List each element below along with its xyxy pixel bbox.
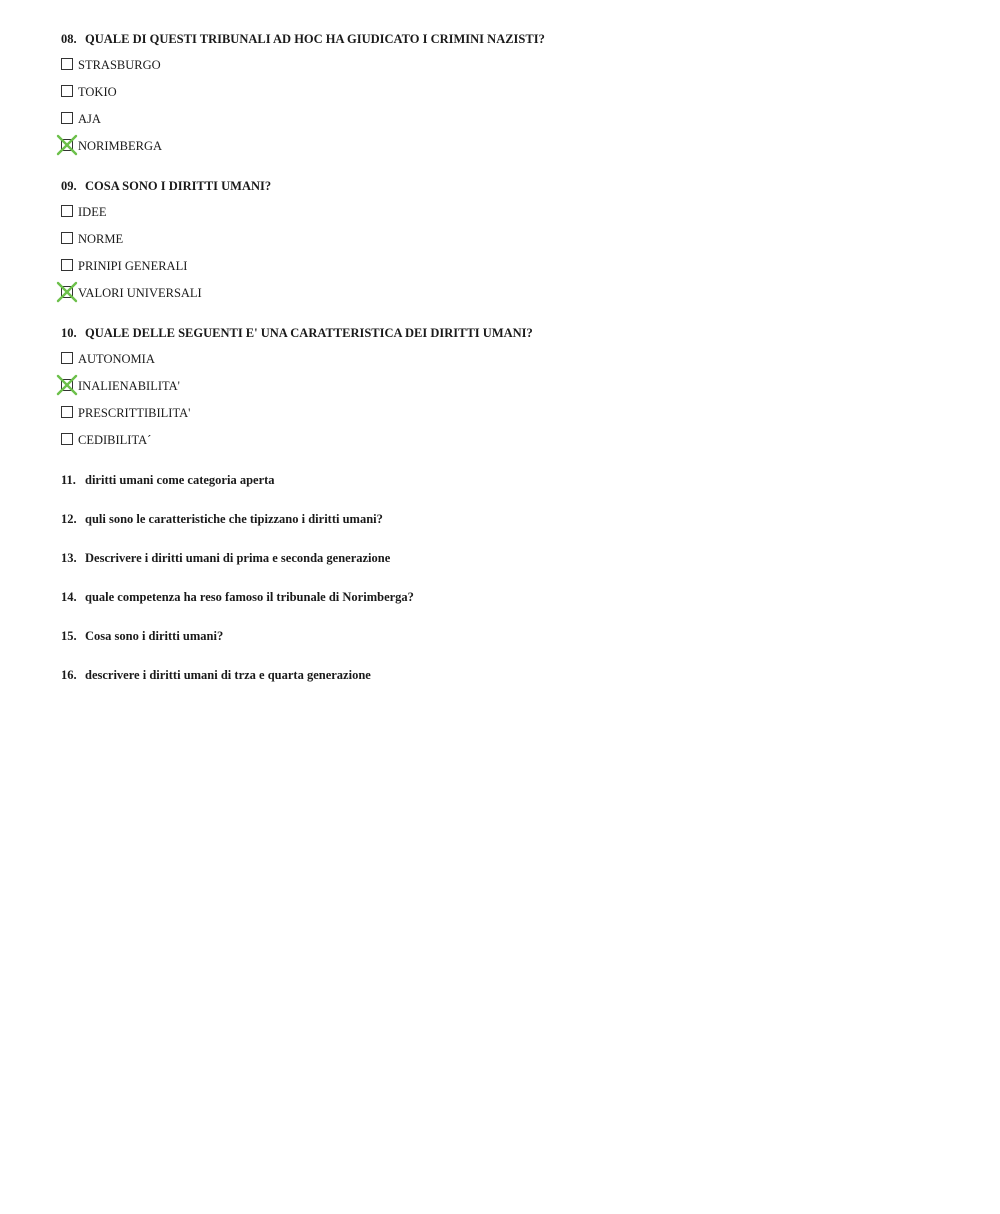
option-label: VALORI UNIVERSALI	[78, 286, 202, 300]
question-number: 14.	[61, 590, 77, 604]
open-question-14	[61, 588, 414, 606]
option-label: NORME	[78, 232, 124, 246]
question-number: 16.	[61, 668, 77, 682]
question-number: 08.	[61, 32, 77, 46]
check-x-icon	[55, 280, 79, 304]
option-label: STRASBURGO	[78, 58, 161, 72]
question-text: quli sono le caratteristiche che tipizzano i diritti umani?	[85, 512, 383, 526]
checkbox[interactable]	[61, 232, 73, 244]
option-label: PRINIPI GENERALI	[78, 259, 188, 273]
open-question-16	[61, 666, 371, 684]
option-label: INALIENABILITA'	[78, 379, 180, 393]
open-question-12	[61, 510, 383, 528]
question-number: 09.	[61, 179, 77, 193]
open-question-11	[61, 471, 275, 489]
open-question-13	[61, 549, 390, 567]
question-number: 11.	[61, 473, 76, 487]
checkbox[interactable]	[61, 58, 73, 70]
question-text: descrivere i diritti umani di trza e quarta generazione	[85, 668, 371, 682]
checkbox[interactable]	[61, 433, 73, 445]
question-text: quale competenza ha reso famoso il tribunale di Norimberga?	[85, 590, 414, 604]
question-text: QUALE DELLE SEGUENTI E' UNA CARATTERISTICA DEI DIRITTI UMANI?	[85, 326, 533, 340]
question-number: 13.	[61, 551, 77, 565]
question-text: diritti umani come categoria aperta	[85, 473, 275, 487]
question-number: 15.	[61, 629, 77, 643]
checkbox[interactable]	[61, 406, 73, 418]
checkbox[interactable]	[61, 205, 73, 217]
question-text: Descrivere i diritti umani di prima e seconda generazione	[85, 551, 391, 565]
question-08-title	[61, 30, 545, 48]
question-number: 10.	[61, 326, 77, 340]
question-text: COSA SONO I DIRITTI UMANI?	[85, 179, 272, 193]
question-text: QUALE DI QUESTI TRIBUNALI AD HOC HA GIUDICATO I CRIMINI NAZISTI?	[85, 32, 545, 46]
checkbox[interactable]	[61, 259, 73, 271]
open-question-15	[61, 627, 223, 645]
checkbox[interactable]	[61, 85, 73, 97]
option-label: PRESCRITTIBILITA'	[78, 406, 191, 420]
question-text: Cosa sono i diritti umani?	[85, 629, 224, 643]
option-label: TOKIO	[78, 85, 117, 99]
option-label: AUTONOMIA	[78, 352, 155, 366]
check-x-icon	[55, 373, 79, 397]
checkbox[interactable]	[61, 352, 73, 364]
option-label: IDEE	[78, 205, 107, 219]
option-label: CEDIBILITA´	[78, 433, 152, 447]
option-label: NORIMBERGA	[78, 139, 163, 153]
question-number: 12.	[61, 512, 77, 526]
check-x-icon	[55, 133, 79, 157]
question-09-title	[61, 177, 271, 195]
question-10-title	[61, 324, 533, 342]
option-label: AJA	[78, 112, 101, 126]
checkbox[interactable]	[61, 112, 73, 124]
